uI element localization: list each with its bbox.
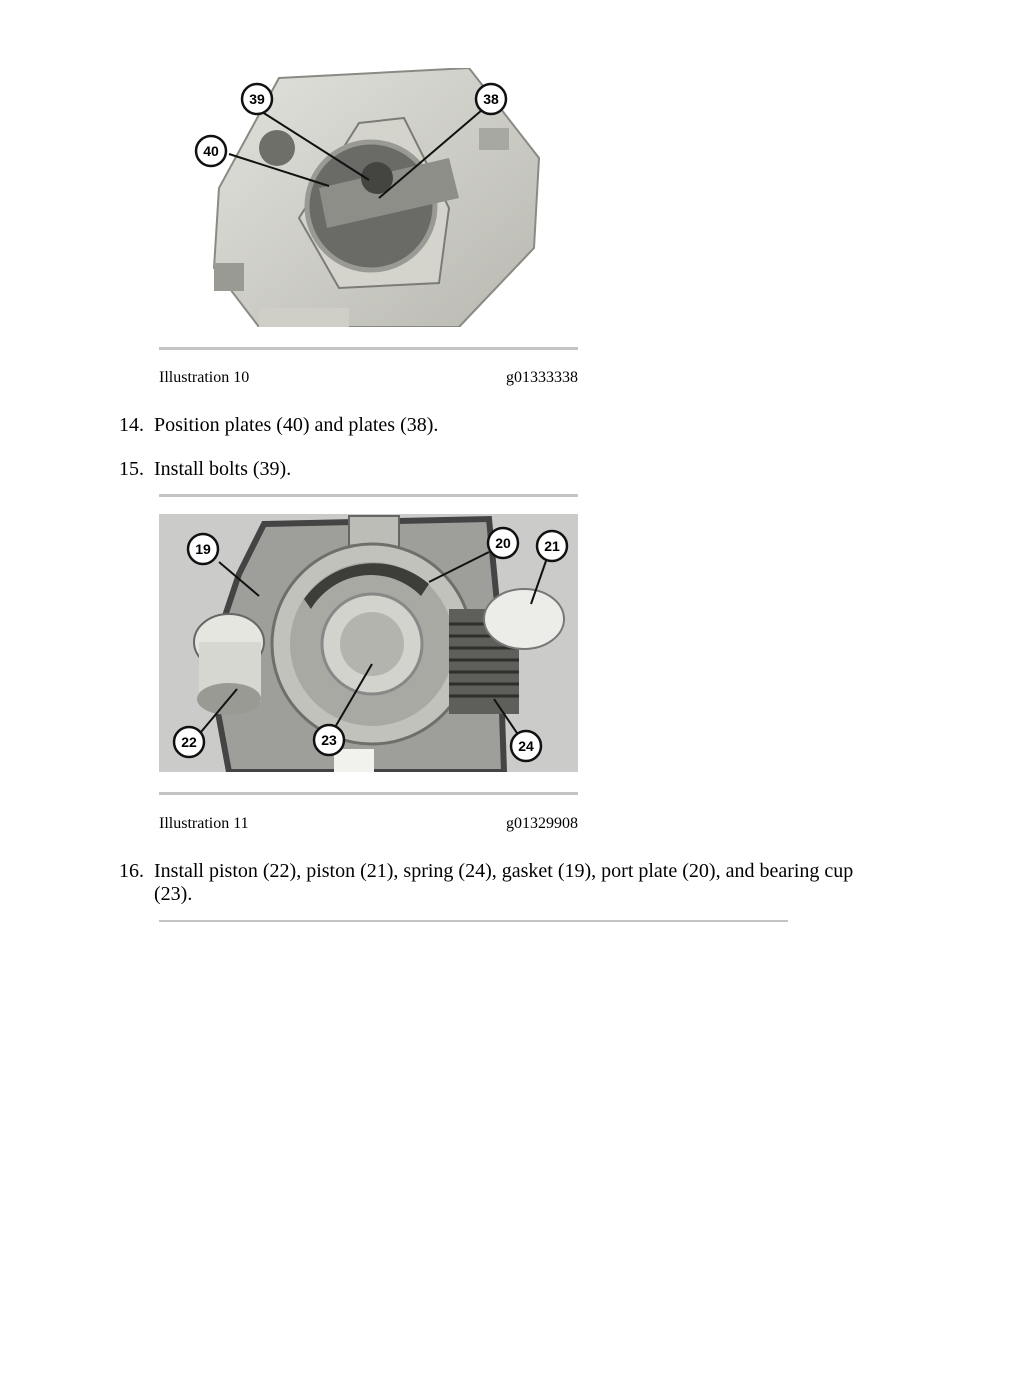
section-end-rule	[159, 920, 788, 922]
step-number: 15.	[119, 458, 144, 480]
callout-19	[188, 534, 218, 564]
svg-text:39: 39	[249, 91, 265, 107]
step-text: Install bolts (39).	[154, 458, 292, 480]
callout-40	[196, 136, 226, 166]
svg-text:21: 21	[544, 538, 560, 554]
svg-text:20: 20	[495, 535, 511, 551]
illustration-11-photo	[159, 514, 578, 772]
illustration-10-caption: Illustration 10	[159, 369, 250, 386]
step-text-line-2: (23).	[154, 883, 193, 905]
callout-38	[476, 84, 506, 114]
illustration-11-graphic-id: g01329908	[506, 815, 578, 832]
callout-23	[314, 725, 344, 755]
figure-10-rule	[159, 347, 578, 350]
callout-22	[174, 727, 204, 757]
svg-text:23: 23	[321, 732, 337, 748]
callout-24	[511, 731, 541, 761]
svg-text:22: 22	[181, 734, 197, 750]
step-text: Position plates (40) and plates (38).	[154, 414, 439, 436]
step-number: 16.	[119, 860, 144, 882]
pump-housing-graphic	[159, 68, 578, 327]
callout-20	[488, 528, 518, 558]
svg-text:24: 24	[518, 738, 534, 754]
figure-11-bottom-rule	[159, 792, 578, 795]
port-plate-graphic	[159, 514, 578, 772]
illustration-11-caption: Illustration 11	[159, 815, 249, 832]
callout-21	[537, 531, 567, 561]
illustration-10-graphic-id: g01333338	[506, 369, 578, 386]
svg-text:40: 40	[203, 143, 219, 159]
figure-11-top-rule	[159, 494, 578, 497]
step-number: 14.	[119, 414, 144, 436]
illustration-10-photo	[159, 68, 578, 327]
svg-text:19: 19	[195, 541, 211, 557]
svg-text:38: 38	[483, 91, 499, 107]
callout-39	[242, 84, 272, 114]
step-text-line-1: Install piston (22), piston (21), spring (24), gasket (19), port plate (20), and bearing cup	[154, 860, 854, 882]
